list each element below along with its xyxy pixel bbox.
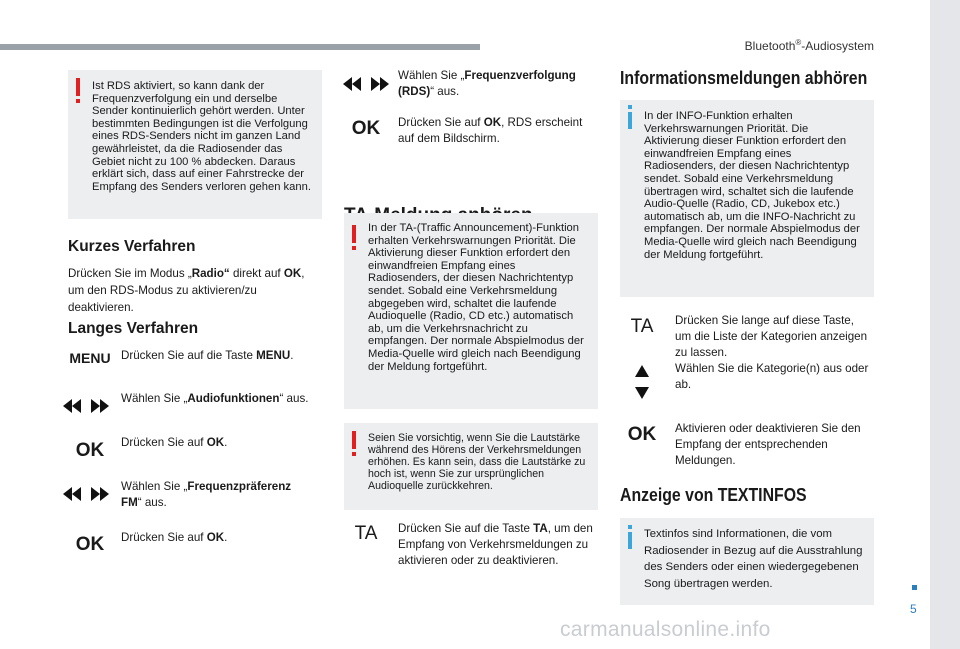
page-number: 5 [910, 602, 917, 616]
short-procedure-title: Kurzes Verfahren [68, 238, 196, 255]
ok-key-icon: OK [75, 534, 105, 555]
step-select-category: Wählen Sie die Kategorie(n) aus oder ab. [675, 362, 869, 391]
info-icon [628, 112, 632, 129]
up-down-arrows-icon [612, 365, 672, 404]
step-menu: Drücken Sie auf die Taste MENU. [121, 349, 294, 362]
left-right-arrows-icon [56, 399, 116, 413]
menu-key-icon: MENU [69, 350, 111, 366]
step-ta-toggle: Drücken Sie auf die Taste TA, um den Empfang von Verkehrsmeldungen zu aktivieren oder zu deaktivieren. [398, 522, 593, 567]
step-rds-tracking: Wählen Sie „Frequenzverfolgung (RDS)“ aus. [398, 69, 576, 98]
left-right-arrows-icon [56, 487, 116, 501]
step-toggle-reception: Aktivieren oder deaktivieren Sie den Empfang der entsprechenden Meldungen. [675, 422, 861, 467]
rds-warning-text: Ist RDS aktiviert, so kann dank der Frequenzverfolgung ein und derselbe Sender kontinuierlich gehört werden. Unter bestimmten Bedingungen ist die Verfolgung eines RDS-Senders nicht im ganzen Land gewährleistet, da die Radiosender das Gebiet nicht zu 100 % abdecken. Daraus erklärt sich, dass auf einer Fahrstrecke der Empfang des Senders verloren gehen kann. [92, 80, 311, 193]
running-header: Bluetooth®-Audiosystem [744, 38, 874, 53]
ta-info-text: In der TA-(Traffic Announcement)-Funktion erhalten Verkehrswarnungen Priorität. Die Aktivierung dieser Funktion erfordert den einwandfreien Empfang eines Radiosenders, der diesen Nachrichtentyp sendet. Sobald eine Verkehrsmeldung abgegeben wird, schaltet die laufende Audioquelle (Radio, CD etc.) automatisch ab, um die Verkehrsnachricht zu empfangen. Der normale Abspielmodus der Media-Quelle wird gleich nach Beendigung der Meldung fortgeführt. [368, 222, 584, 373]
step-audio-functions: Wählen Sie „Audiofunktionen“ aus. [121, 392, 309, 405]
continuation-marker [912, 585, 917, 590]
warning-icon [352, 431, 356, 449]
info-icon [628, 532, 632, 549]
warning-icon [76, 78, 80, 96]
textinfo-note-box [620, 518, 874, 605]
warning-icon [352, 225, 356, 243]
long-procedure-title: Langes Verfahren [68, 320, 199, 337]
ok-key-icon: OK [351, 118, 381, 139]
step-press-ok: Drücken Sie auf OK. [121, 531, 228, 544]
left-right-arrows-icon [336, 77, 396, 91]
textinfo-note-text: Textinfos sind Informationen, die vom Radiosender in Bezug auf die Ausstrahlung des Senders oder einen wiedergegebenen Song übertragen werden. [644, 528, 863, 590]
step-rds-display: Drücken Sie auf OK, RDS erscheint auf dem Bildschirm. [398, 116, 583, 145]
ta-key-icon: TA [630, 316, 654, 337]
step-press-ok: Drücken Sie auf OK. [121, 436, 228, 449]
short-procedure-text: Drücken Sie im Modus „Radio“ direkt auf OK, um den RDS-Modus zu aktivieren/zu deaktivieren. [68, 267, 305, 314]
volume-warning-box [344, 423, 598, 510]
step-frequency-preference: Wählen Sie „Frequenzpräferenz FM“ aus. [121, 480, 292, 509]
rds-warning-box [68, 70, 322, 219]
volume-warning-text: Seien Sie vorsichtig, wenn Sie die Lautstärke während des Hörens der Verkehrsmeldungen erhöhen. Es kann sein, dass die Lautstärke zu hoch ist, wenn Sie zur ursprünglichen Audioquelle zurückkehren. [368, 432, 586, 492]
watermark: carmanualsonline.info [560, 618, 771, 641]
ok-key-icon: OK [627, 424, 657, 445]
info-note-text: In der INFO-Funktion erhalten Verkehrswarnungen Priorität. Die Aktivierung dieser Funktion erfordert den einwandfreien Empfang eines Radiosenders, der diesen Nachrichtentyp sendet. Sobald eine Verkehrsmeldung übertragen wird, schaltet sich die laufende Audio-Quelle (Radio, CD, Jukebox etc.) automatisch ab, um die INFO-Nachricht zu empfangen. Der normale Abspielmodus der Media-Quelle wird gleich nach Beendigung der Meldung fortgeführt. [644, 110, 860, 261]
info-section-title: Informationsmeldungen abhören [620, 68, 868, 88]
ta-key-icon: TA [354, 523, 378, 544]
textinfo-section-title: Anzeige von TEXTINFOS [620, 485, 807, 505]
step-category-list: Drücken Sie lange auf diese Taste, um die Liste der Kategorien anzeigen zu lassen. [675, 314, 868, 359]
header-rule [0, 44, 480, 50]
ta-info-box [344, 213, 598, 409]
info-note-box [620, 100, 874, 297]
ok-key-icon: OK [75, 440, 105, 461]
page-side-strip [930, 0, 960, 649]
